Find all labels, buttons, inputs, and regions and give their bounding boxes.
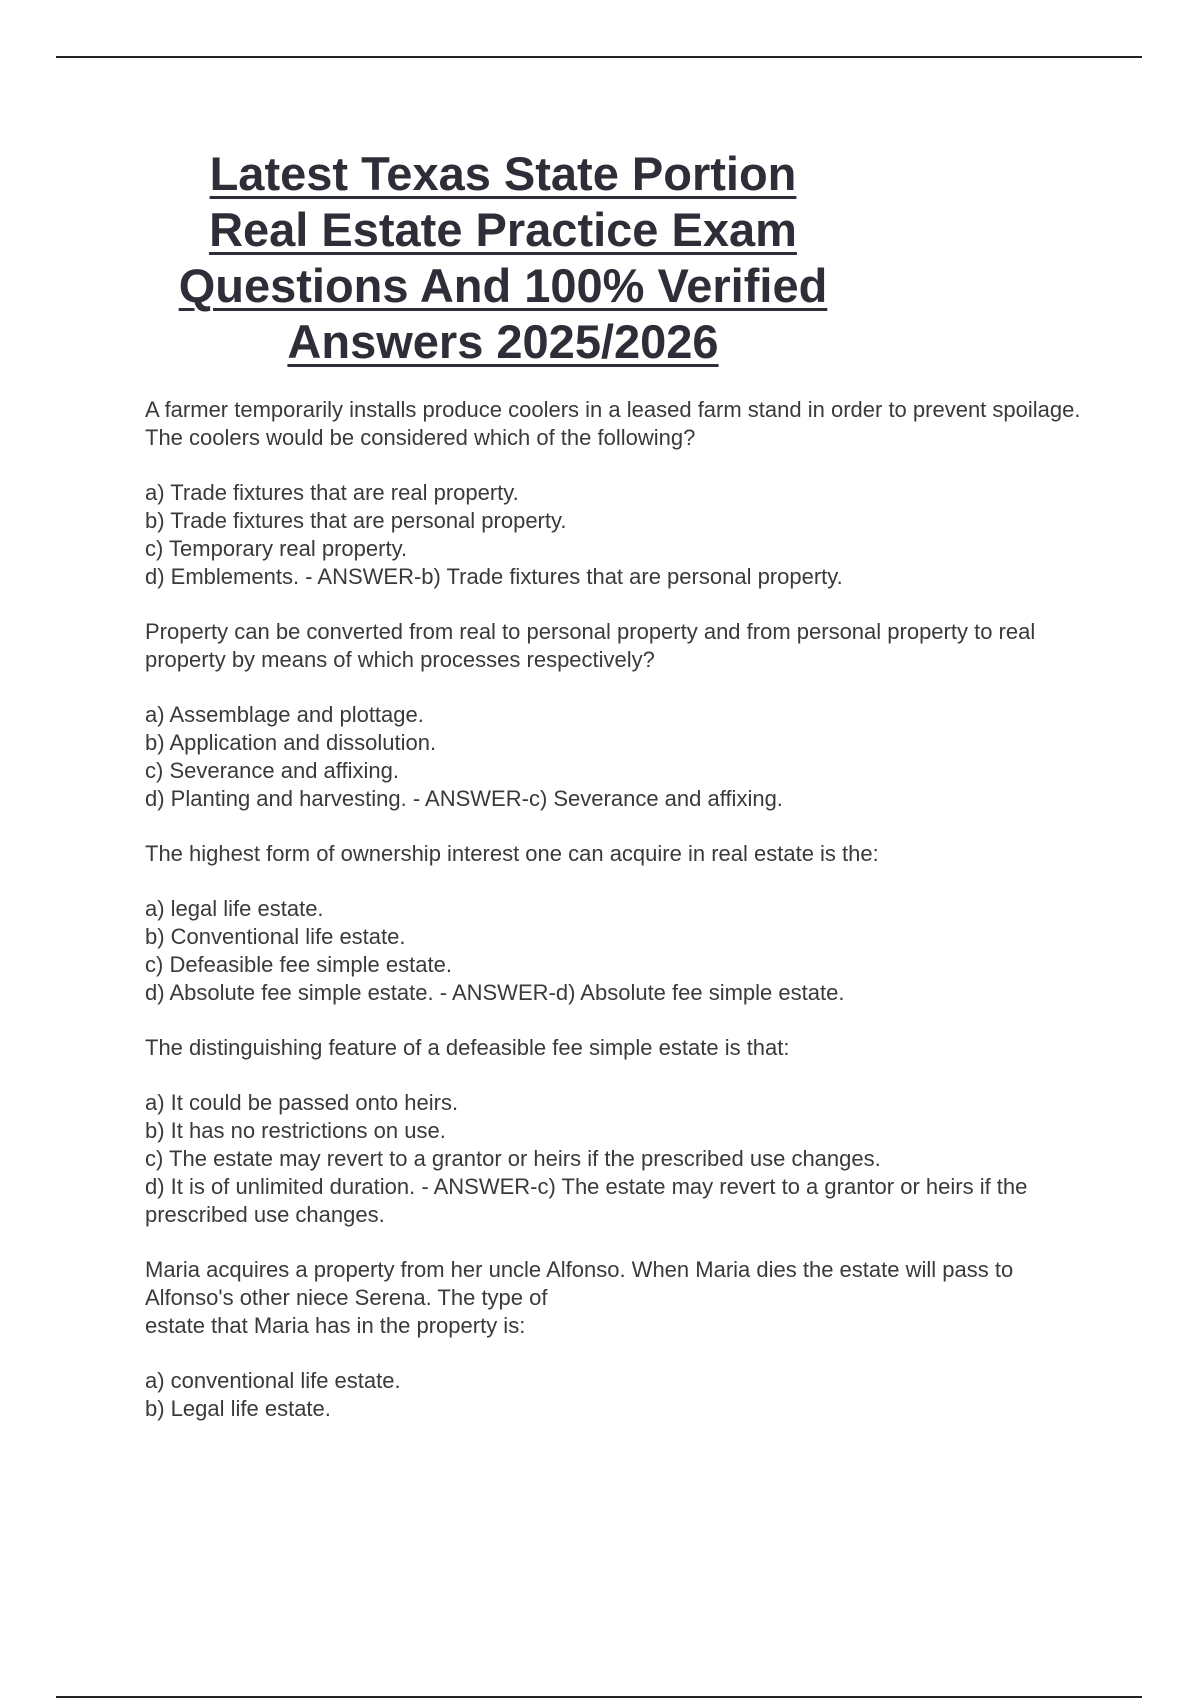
answer-options	[145, 701, 1085, 813]
question-block	[145, 618, 1085, 813]
question-line: Maria acquires a property from her uncle Alfonso. When Maria dies the estate will pass to Alfonso's other niece Serena. The type of	[145, 1257, 1014, 1310]
title-line: Real Estate Practice Exam	[209, 203, 797, 256]
answer-option: a) Trade fixtures that are real property.	[145, 480, 519, 505]
answer-option: a) legal life estate.	[145, 896, 324, 921]
answer-option: b) Application and dissolution.	[145, 730, 437, 755]
answer-option-with-answer: d) Absolute fee simple estate. - ANSWER-d) Absolute fee simple estate.	[145, 980, 845, 1005]
questions-list	[145, 396, 1085, 1450]
question-text: A farmer temporarily installs produce coolers in a leased farm stand in order to prevent spoilage. The coolers would be considered which of the following?	[145, 397, 1081, 450]
answer-option: a) conventional life estate.	[145, 1368, 401, 1393]
answer-option: c) Temporary real property.	[145, 536, 408, 561]
question-block	[145, 1034, 1085, 1229]
answer-option: b) It has no restrictions on use.	[145, 1118, 446, 1143]
title-line: Questions And 100% Verified	[178, 259, 828, 312]
answer-option: b) Legal life estate.	[145, 1396, 331, 1421]
answer-option: b) Trade fixtures that are personal property.	[145, 508, 567, 533]
header-rule	[56, 56, 1142, 58]
question-text	[145, 1256, 1085, 1340]
answer-option-with-answer: d) It is of unlimited duration. - ANSWER-c) The estate may revert to a grantor or heirs if the prescribed use changes.	[145, 1174, 1028, 1227]
answer-options	[145, 895, 1085, 1007]
question-block	[145, 1256, 1085, 1423]
question-text: The highest form of ownership interest one can acquire in real estate is the:	[145, 841, 879, 866]
answer-option: b) Conventional life estate.	[145, 924, 406, 949]
document-title	[145, 146, 861, 370]
title-line: Answers 2025/2026	[287, 315, 719, 368]
answer-option: c) Defeasible fee simple estate.	[145, 952, 452, 977]
answer-option-with-answer: d) Planting and harvesting. - ANSWER-c) Severance and affixing.	[145, 786, 783, 811]
answer-option: c) Severance and affixing.	[145, 758, 399, 783]
answer-options	[145, 1367, 1085, 1423]
answer-options	[145, 1089, 1085, 1229]
question-block	[145, 840, 1085, 1007]
answer-option: c) The estate may revert to a grantor or heirs if the prescribed use changes.	[145, 1146, 881, 1171]
answer-option: a) It could be passed onto heirs.	[145, 1090, 459, 1115]
question-text: Property can be converted from real to personal property and from personal property to real property by means of which processes respectively?	[145, 619, 1036, 672]
question-line: estate that Maria has in the property is:	[145, 1313, 526, 1338]
answer-options	[145, 479, 1085, 591]
question-text: The distinguishing feature of a defeasible fee simple estate is that:	[145, 1035, 790, 1060]
footer-rule	[56, 1696, 1142, 1698]
title-line: Latest Texas State Portion	[209, 147, 797, 200]
question-block	[145, 396, 1085, 591]
answer-option: a) Assemblage and plottage.	[145, 702, 424, 727]
answer-option-with-answer: d) Emblements. - ANSWER-b) Trade fixtures that are personal property.	[145, 564, 843, 589]
